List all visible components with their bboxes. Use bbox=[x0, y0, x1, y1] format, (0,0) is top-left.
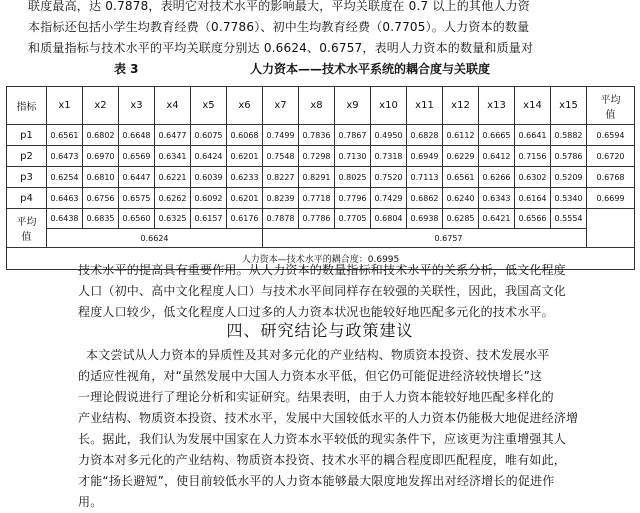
average-cell: 0.6560 bbox=[119, 209, 155, 229]
table-cell: 0.7156 bbox=[515, 146, 551, 167]
table-cell: 0.6665 bbox=[479, 125, 515, 146]
text-line: 人口（初中、高中文化程度人口）与技术水平间同样存在较强的关联性，因此，我国高文化 bbox=[78, 284, 567, 298]
table-cell: 0.6221 bbox=[155, 167, 191, 188]
table-cell: 0.6648 bbox=[119, 125, 155, 146]
average-cell: 0.6438 bbox=[47, 209, 83, 229]
average-cell: 0.6938 bbox=[407, 209, 443, 229]
table-row bbox=[7, 146, 635, 167]
column-header: x3 bbox=[119, 87, 155, 125]
quality-group-average: 0.6757 bbox=[263, 229, 635, 248]
group-average-row bbox=[7, 229, 635, 248]
table-cell: 0.6561 bbox=[47, 125, 83, 146]
column-header: x13 bbox=[479, 87, 515, 125]
table-cell: 0.6447 bbox=[119, 167, 155, 188]
bottom-paragraph bbox=[78, 345, 640, 513]
table-cell: 0.6266 bbox=[479, 167, 515, 188]
average-row bbox=[7, 209, 635, 229]
table-cell: 0.7113 bbox=[407, 167, 443, 188]
table-cell: 0.6412 bbox=[479, 146, 515, 167]
table-cell: 0.6828 bbox=[407, 125, 443, 146]
table-cell: 0.6341 bbox=[155, 146, 191, 167]
row-average-cell: 0.6720 bbox=[587, 146, 635, 167]
text-line: 用。 bbox=[78, 495, 103, 509]
row-average-cell: 0.6768 bbox=[587, 167, 635, 188]
table-cell: 0.6112 bbox=[443, 125, 479, 146]
table-row bbox=[7, 188, 635, 209]
table-cell: 0.6949 bbox=[407, 146, 443, 167]
column-header: x11 bbox=[407, 87, 443, 125]
avg-header-line: 平均 bbox=[600, 94, 621, 106]
row-average-cell: 0.6699 bbox=[587, 188, 635, 209]
table-cell: 0.6262 bbox=[155, 188, 191, 209]
text-line: 的适应性视角，对“虽然发展中大国人力资本水平低，但它仍可能促进经济较快增长”这 bbox=[78, 369, 543, 383]
average-cell: 0.5554 bbox=[551, 209, 587, 229]
table-cell: 0.6075 bbox=[191, 125, 227, 146]
avg-label-line: 值 bbox=[21, 232, 32, 243]
table-cell: 0.6229 bbox=[443, 146, 479, 167]
row-label: p2 bbox=[7, 146, 47, 167]
table-cell: 0.6561 bbox=[443, 167, 479, 188]
table-cell: 0.4950 bbox=[371, 125, 407, 146]
column-header: x9 bbox=[335, 87, 371, 125]
column-header: x15 bbox=[551, 87, 587, 125]
average-cell: 0.6421 bbox=[479, 209, 515, 229]
text-line: 力资本对多元化的产业结构、物质资本投资、技术水平的耦合程度即匹配程度，唯有如此， bbox=[78, 453, 567, 467]
table-title: 人力资本——技术水平系统的耦合度与关联度 bbox=[250, 62, 491, 76]
table-cell: 0.6473 bbox=[47, 146, 83, 167]
table-cell: 0.6240 bbox=[443, 188, 479, 209]
table-cell: 0.5209 bbox=[551, 167, 587, 188]
table-cell: 0.6641 bbox=[515, 125, 551, 146]
table-header-row bbox=[7, 87, 635, 125]
table-cell: 0.5786 bbox=[551, 146, 587, 167]
column-header: x8 bbox=[299, 87, 335, 125]
table-cell: 0.5340 bbox=[551, 188, 587, 209]
table-row bbox=[7, 167, 635, 188]
column-header: x10 bbox=[371, 87, 407, 125]
table-cell: 0.7867 bbox=[335, 125, 371, 146]
table-cell: 0.7718 bbox=[299, 188, 335, 209]
table-cell: 0.6810 bbox=[83, 167, 119, 188]
table-cell: 0.5882 bbox=[551, 125, 587, 146]
table-cell: 0.8227 bbox=[263, 167, 299, 188]
table-label: 表 3 bbox=[114, 62, 139, 76]
text-line: 程度人口较少，低文化程度人口过多的人力资本状况也能较好地匹配多元化的技术水平。 bbox=[78, 305, 554, 319]
column-header: x1 bbox=[47, 87, 83, 125]
text-line: 联度最高，达 0.7878，表明它对技术水平的影响最大，平均关联度在 0.7 以上的其他人力资 bbox=[28, 0, 530, 13]
table-cell: 0.6201 bbox=[227, 188, 263, 209]
table-cell: 0.8239 bbox=[263, 188, 299, 209]
table-cell: 0.6424 bbox=[191, 146, 227, 167]
average-cell: 0.6804 bbox=[371, 209, 407, 229]
table-cell: 0.6970 bbox=[83, 146, 119, 167]
middle-paragraph bbox=[78, 260, 640, 323]
avg-label-line: 平均 bbox=[16, 217, 37, 228]
text-line: 长。据此，我们认为发展中国家在人力资本水平较低的现实条件下，应该更为注重增强其人 bbox=[78, 432, 567, 446]
avg-column-header bbox=[587, 87, 635, 125]
column-header: x5 bbox=[191, 87, 227, 125]
table-cell: 0.6575 bbox=[119, 188, 155, 209]
column-header: x4 bbox=[155, 87, 191, 125]
table-cell: 0.6164 bbox=[515, 188, 551, 209]
row-average-cell: 0.6594 bbox=[587, 125, 635, 146]
row-label: p3 bbox=[7, 167, 47, 188]
coupling-degree: 人力资本—技术水平的耦合度：0.6995 bbox=[7, 248, 635, 270]
table-cell: 0.7836 bbox=[299, 125, 335, 146]
table-cell: 0.6039 bbox=[191, 167, 227, 188]
average-cell: 0.6566 bbox=[515, 209, 551, 229]
average-cell: 0.6325 bbox=[155, 209, 191, 229]
table-cell: 0.6068 bbox=[227, 125, 263, 146]
column-header: x12 bbox=[443, 87, 479, 125]
average-cell: 0.6285 bbox=[443, 209, 479, 229]
row-label: p4 bbox=[7, 188, 47, 209]
table-cell: 0.7298 bbox=[299, 146, 335, 167]
table-cell: 0.6233 bbox=[227, 167, 263, 188]
table-cell: 0.6756 bbox=[83, 188, 119, 209]
table-cell: 0.7499 bbox=[263, 125, 299, 146]
text-line: 一理论假说进行了理论分析和实证研究。结果表明，由于人力资本能较好地匹配多样化的 bbox=[78, 390, 554, 404]
table-cell: 0.7130 bbox=[335, 146, 371, 167]
column-header: x2 bbox=[83, 87, 119, 125]
avg-header-line: 值 bbox=[605, 109, 616, 121]
text-line: 技术水平的提高具有重要作用。从人力资本的数量指标和技术水平的关系分析，低文化程度 bbox=[78, 263, 567, 277]
text-line: 才能“扬长避短”，使目前较低水平的人力资本能够最大限度地发挥出对经济增长的促进作 bbox=[78, 474, 555, 488]
text-line: 产业结构、物质资本投资、技术水平，发展中大国较低水平的人力资本仍能极大地促进经济增 bbox=[78, 411, 579, 425]
table-cell: 0.7318 bbox=[371, 146, 407, 167]
text-line: 本指标还包括小学生均教育经费（0.7786）、初中生均教育经费（0.7705）。人力资本的数量 bbox=[28, 20, 530, 34]
text-line: 本文尝试从人力资本的异质性及其对多元化的产业结构、物质资本投资、技术发展水平 bbox=[86, 348, 550, 362]
average-cell: 0.7705 bbox=[335, 209, 371, 229]
table-cell: 0.6802 bbox=[83, 125, 119, 146]
table-row bbox=[7, 125, 635, 146]
corner-header: 指标 bbox=[7, 87, 47, 125]
quantity-group-average: 0.6624 bbox=[47, 229, 263, 248]
table-cell: 0.7520 bbox=[371, 167, 407, 188]
text-line: 和质量指标与技术水平的平均关联度分别达 0.6624、0.6757，表明人力资本的数量和质量对 bbox=[28, 41, 534, 55]
table-cell: 0.8025 bbox=[335, 167, 371, 188]
average-cell: 0.6835 bbox=[83, 209, 119, 229]
table-cell: 0.6569 bbox=[119, 146, 155, 167]
table-caption bbox=[0, 60, 640, 80]
column-header: x6 bbox=[227, 87, 263, 125]
average-cell: 0.6157 bbox=[191, 209, 227, 229]
table-cell: 0.6201 bbox=[227, 146, 263, 167]
table-cell: 0.6862 bbox=[407, 188, 443, 209]
row-label: p1 bbox=[7, 125, 47, 146]
section-heading: 四、研究结论与政策建议 bbox=[226, 321, 414, 340]
table-cell: 0.6343 bbox=[479, 188, 515, 209]
table-cell: 0.6463 bbox=[47, 188, 83, 209]
table-cell: 0.8291 bbox=[299, 167, 335, 188]
table-cell: 0.7429 bbox=[371, 188, 407, 209]
table-cell: 0.6302 bbox=[515, 167, 551, 188]
table-cell: 0.7796 bbox=[335, 188, 371, 209]
coupling-table bbox=[6, 86, 635, 270]
table-cell: 0.7548 bbox=[263, 146, 299, 167]
average-row-label bbox=[7, 209, 47, 248]
average-cell: 0.7786 bbox=[299, 209, 335, 229]
average-cell: 0.6176 bbox=[227, 209, 263, 229]
column-header: x14 bbox=[515, 87, 551, 125]
table-cell: 0.6092 bbox=[191, 188, 227, 209]
table-cell: 0.6254 bbox=[47, 167, 83, 188]
average-cell: 0.7878 bbox=[263, 209, 299, 229]
table-cell: 0.6477 bbox=[155, 125, 191, 146]
column-header: x7 bbox=[263, 87, 299, 125]
top-paragraph bbox=[28, 0, 628, 59]
